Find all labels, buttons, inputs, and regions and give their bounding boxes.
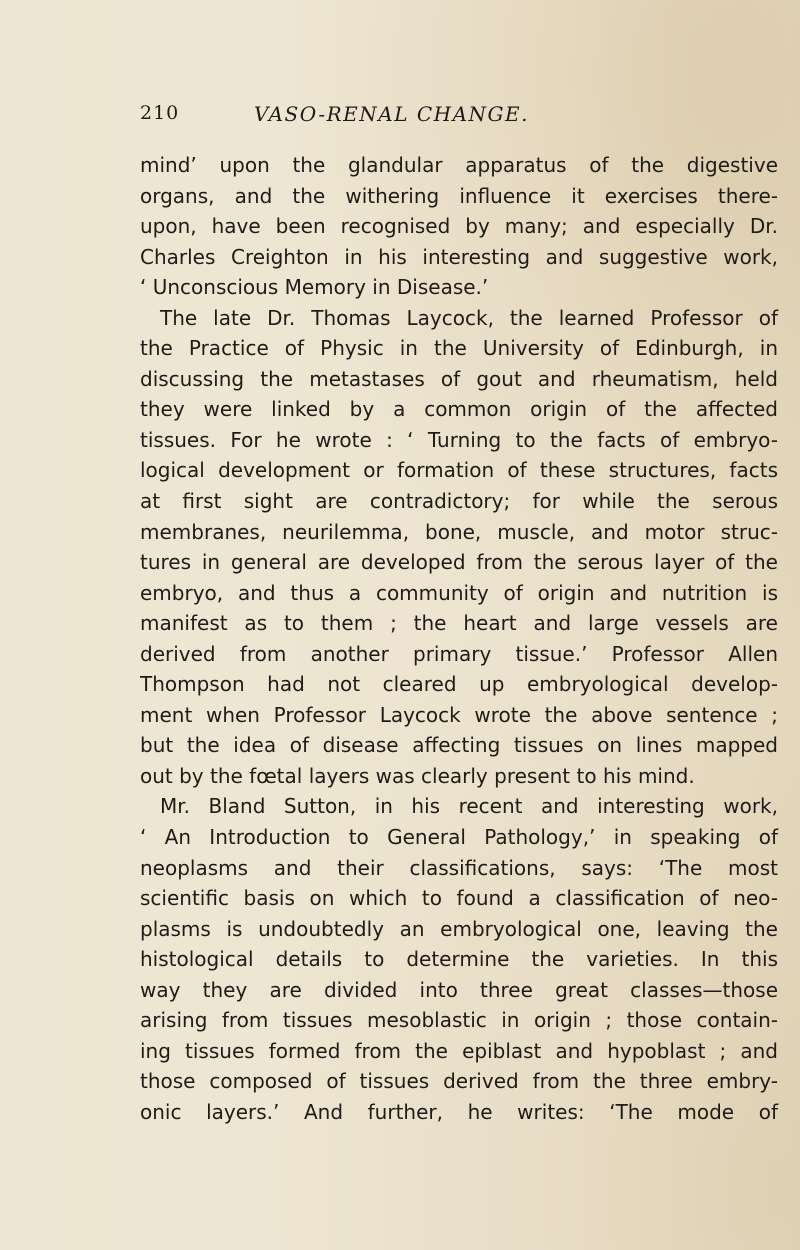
paragraph xyxy=(140,791,778,1127)
text-line: Mr. Bland Sutton, in his recent and interesting work, xyxy=(160,794,778,819)
text-line: plasms is undoubtedly an embryological one, leaving the xyxy=(140,916,778,941)
text-line: The late Dr. Thomas Laycock, the learned Professor of xyxy=(160,305,778,330)
text-line: the Practice of Physic in the University of Edinburgh, in xyxy=(140,336,778,361)
text-line: they were linked by a common origin of the affected xyxy=(140,397,778,422)
text-line: ‘ An Introduction to General Pathology,’ in speaking of xyxy=(140,825,778,850)
page-header xyxy=(140,102,600,134)
text-line: organs, and the withering influence it exercises there- xyxy=(140,183,778,208)
text-line: out by the fœtal layers was clearly present to his mind. xyxy=(140,763,695,788)
paragraph xyxy=(140,150,778,303)
text-line: but the idea of disease affecting tissues on lines mapped xyxy=(140,733,778,758)
text-line: manifest as to them ; the heart and large vessels are xyxy=(140,611,778,636)
text-line: upon, have been recognised by many; and especially Dr. xyxy=(140,214,778,239)
text-line: ing tissues formed from the epiblast and hypoblast ; and xyxy=(140,1038,778,1063)
text-line: tures in general are developed from the serous layer of the xyxy=(140,550,778,575)
text-line: mind’ upon the glandular apparatus of the digestive xyxy=(140,153,778,177)
page-number: 210 xyxy=(140,102,180,124)
text-line: Thompson had not cleared up embryological develop- xyxy=(140,672,778,697)
text-line: ‘ Unconscious Memory in Disease.’ xyxy=(140,275,489,300)
text-line: ment when Professor Laycock wrote the above sentence ; xyxy=(140,702,778,727)
body-text xyxy=(140,150,778,1128)
text-line: embryo, and thus a community of origin and nutrition is xyxy=(140,580,778,605)
text-line: logical development or formation of these structures, facts xyxy=(140,458,778,483)
text-line: way they are divided into three great classes—those xyxy=(140,977,778,1002)
text-line: histological details to determine the varieties. In this xyxy=(140,947,778,972)
text-line: at first sight are contradictory; for while the serous xyxy=(140,489,778,514)
text-line: membranes, neurilemma, bone, muscle, and motor struc- xyxy=(140,519,778,544)
text-line: onic layers.’ And further, he writes: ‘The mode of xyxy=(140,1099,778,1124)
text-line: neoplasms and their classifications, says: ‘The most xyxy=(140,855,778,880)
text-line: discussing the metastases of gout and rheumatism, held xyxy=(140,366,778,391)
text-line: tissues. For he wrote : ‘ Turning to the facts of embryo- xyxy=(140,427,778,452)
text-line: arising from tissues mesoblastic in origin ; those contain- xyxy=(140,1008,778,1033)
text-line: Charles Creighton in his interesting and suggestive work, xyxy=(140,244,778,269)
text-line: derived from another primary tissue.’ Professor Allen xyxy=(140,641,778,666)
text-line: scientific basis on which to found a classification of neo- xyxy=(140,886,778,911)
paragraph xyxy=(140,303,778,792)
text-line: those composed of tissues derived from the three embry- xyxy=(140,1069,778,1094)
running-head: VASO-RENAL CHANGE. xyxy=(254,102,529,126)
